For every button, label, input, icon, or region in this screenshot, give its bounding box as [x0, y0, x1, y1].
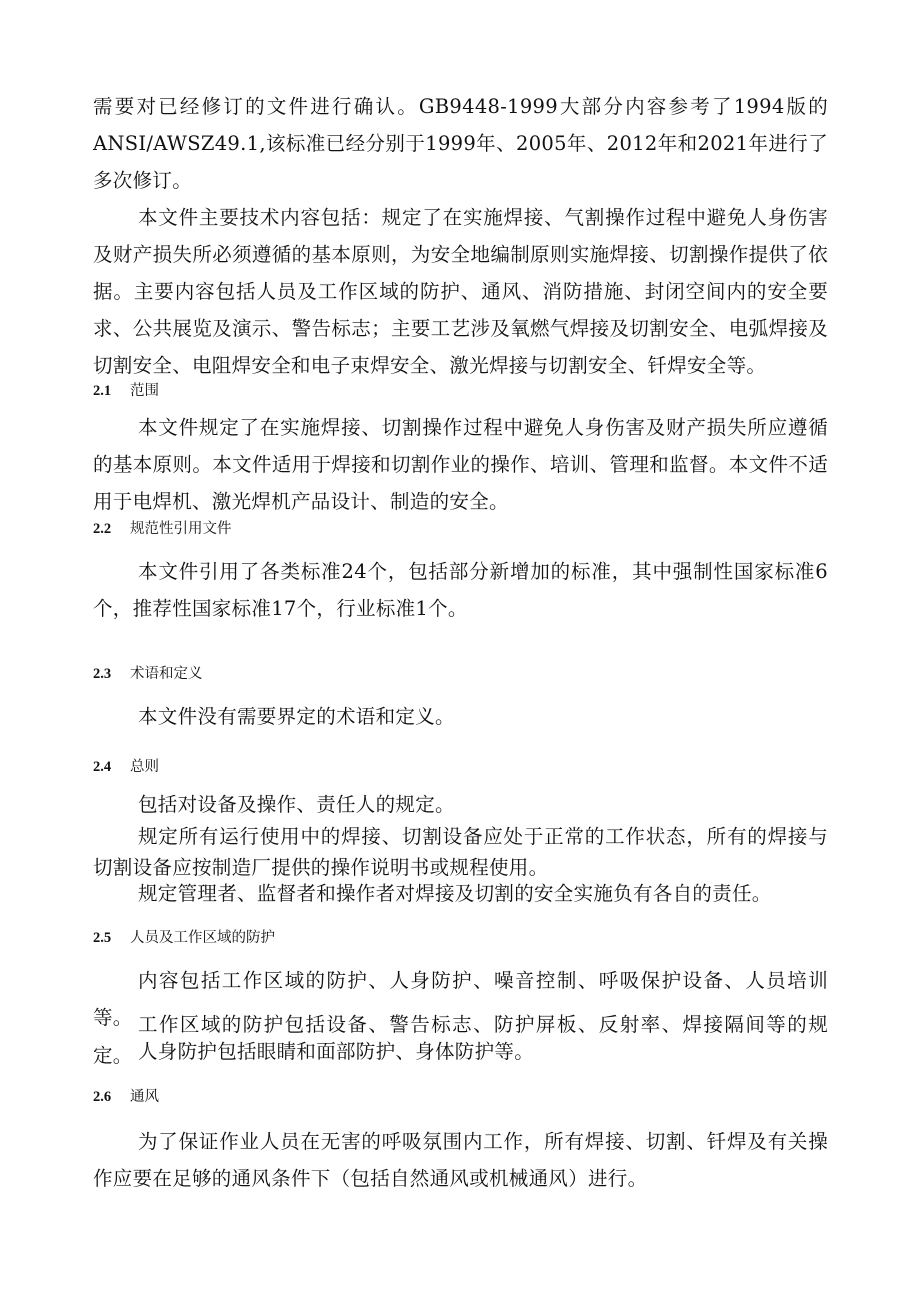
- section-title: 规范性引用文件: [130, 521, 232, 537]
- section-heading-2-1: [93, 381, 159, 401]
- main-content-paragraph: 本文件主要技术内容包括：规定了在实施焊接、气割操作过程中避免人身伤害及财产损失所必须遵循的基本原则，为安全地编制原则实施焊接、切割操作提供了依据。主要内容包括人员及工作区域的防护、通风、消防措施、封闭空间内的安全要求、公共展览及演示、警告标志；主要工艺涉及氧燃气焊接及切割安全、电弧焊接及切割安全、电阻焊安全和电子束焊安全、激光焊接与切割安全、钎焊安全等。: [93, 206, 828, 377]
- section-title: 人员及工作区域的防护: [130, 930, 275, 946]
- section-number: 2.6: [93, 1089, 112, 1105]
- section-2-1-paragraph: 本文件规定了在实施焊接、切割操作过程中避免人身伤害及财产损失所应遵循的基本原则。本文件适用于焊接和切割作业的操作、培训、管理和监督。本文件不适用于电焊机、激光焊机产品设计、制造的安全。: [93, 416, 828, 513]
- section-2-2-paragraph: 本文件引用了各类标准24个，包括部分新增加的标准，其中强制性国家标准6个，推荐性国家标准17个，行业标准1个。: [93, 560, 828, 620]
- section-title: 通风: [130, 1089, 159, 1105]
- section-heading-2-6: [93, 1087, 159, 1107]
- intro-tail-paragraph: 需要对已经修订的文件进行确认。GB9448-1999大部分内容参考了1994版的ANSI/AWSZ49.1,该标准已经分别于1999年、2005年、2012年和2021年进行了多次修订。: [93, 95, 828, 192]
- section-title: 术语和定义: [130, 666, 203, 682]
- section-number: 2.2: [93, 521, 112, 537]
- section-number: 2.1: [93, 383, 112, 399]
- section-heading-2-2: [93, 519, 232, 539]
- section-2-5-paragraph: 工作区域的防护包括设备、警告标志、防护屏板、反射率、焊接隔间等的规定。: [93, 1013, 828, 1067]
- section-title: 范围: [130, 383, 159, 399]
- section-2-4-paragraph: 规定所有运行使用中的焊接、切割设备应处于正常的工作状态，所有的焊接与切割设备应按制造厂提供的操作说明书或规程使用。: [93, 825, 828, 879]
- section-2-3-paragraph: 本文件没有需要界定的术语和定义。: [138, 705, 455, 728]
- section-2-4-paragraph: 包括对设备及操作、责任人的规定。: [138, 793, 455, 816]
- section-2-6-paragraph: 为了保证作业人员在无害的呼吸氛围内工作，所有焊接、切割、钎焊及有关操作应要在足够的通风条件下（包括自然通风或机械通风）进行。: [93, 1130, 828, 1190]
- section-title: 总则: [130, 759, 159, 775]
- section-number: 2.4: [93, 759, 112, 775]
- section-heading-2-3: [93, 664, 203, 684]
- section-2-5-paragraph: 人身防护包括眼睛和面部防护、身体防护等。: [138, 1040, 535, 1063]
- section-heading-2-5: [93, 928, 275, 948]
- section-2-5-paragraph: 内容包括工作区域的防护、人身防护、噪音控制、呼吸保护设备、人员培训等。: [93, 969, 828, 1029]
- section-number: 2.5: [93, 930, 112, 946]
- section-heading-2-4: [93, 757, 159, 777]
- section-number: 2.3: [93, 666, 112, 682]
- section-2-4-paragraph: 规定管理者、监督者和操作者对焊接及切割的安全实施负有各自的责任。: [138, 882, 772, 905]
